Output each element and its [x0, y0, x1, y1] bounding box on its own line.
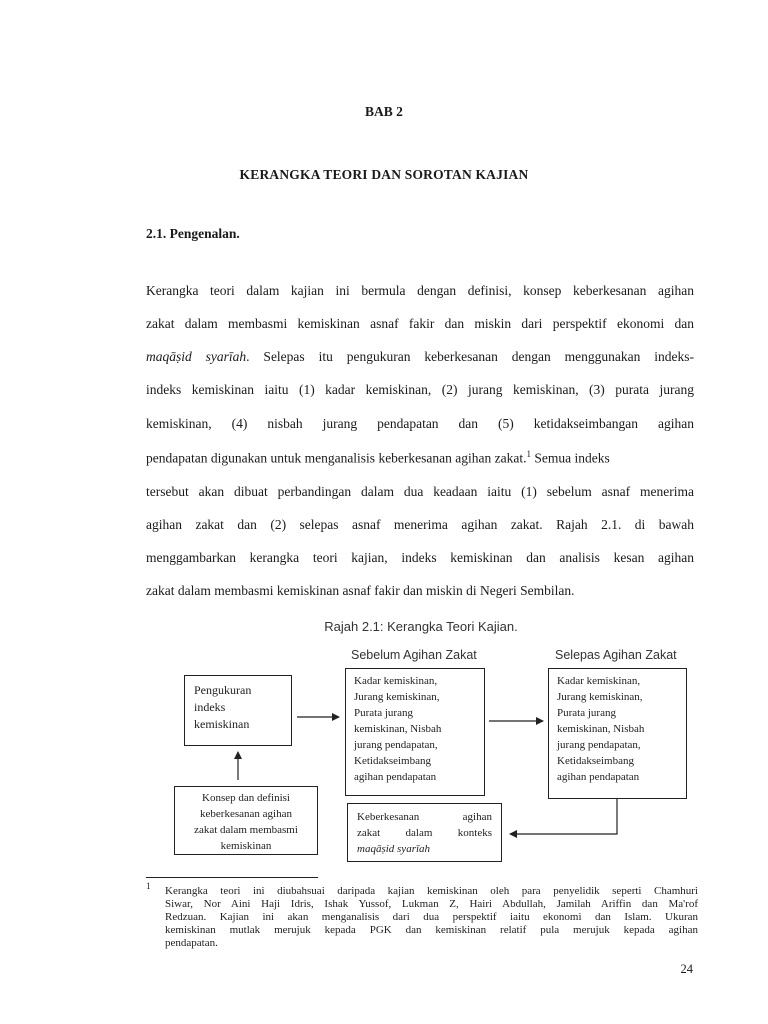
box-line: maqāṣid syarīah — [357, 843, 431, 855]
box-line: Jurang kemiskinan, — [557, 691, 643, 703]
section-heading: 2.1. Pengenalan. — [146, 226, 240, 241]
paragraph-line: kemiskinan, (4) nisbah jurang pendapatan dan (5) ketidakseimbangan agihan — [146, 416, 694, 431]
box-line: Kadar kemiskinan, — [557, 675, 641, 687]
box-line: Kadar kemiskinan, — [354, 675, 438, 687]
header-before-zakat: Sebelum Agihan Zakat — [351, 648, 477, 662]
box-line: Jurang kemiskinan, — [354, 691, 440, 703]
footnote-ref[interactable]: 1 — [526, 449, 531, 459]
box-line: jurang pendapatan, — [557, 739, 641, 751]
footnote-rule — [146, 877, 318, 878]
box-line: Purata jurang — [354, 707, 413, 719]
paragraph-text: Semua indeks — [531, 450, 610, 466]
box-line: Pengukuran — [194, 683, 252, 697]
footnote-line: Redzuan. Kajian ini akan menganalisis dari dua perspektif iaitu ekonomi dan Islam. Ukuran — [165, 911, 698, 923]
paragraph-line: tersebut akan dibuat perbandingan dalam dua keadaan iaitu (1) sebelum asnaf menerima — [146, 484, 694, 499]
box-line: zakat dalam membasmi — [194, 824, 298, 836]
box-line: kemiskinan, Nisbah — [557, 723, 645, 735]
box-line: Purata jurang — [557, 707, 616, 719]
box-line: kemiskinan — [220, 840, 272, 852]
footnote-line: Siwar, Nor Aini Haji Idris, Ishak Yussof, Lukman Z, Hairi Abdullah, Jamilah Ariffin dan Ma'rof — [165, 898, 698, 910]
box-line: Ketidakseimbang — [354, 755, 431, 767]
box-line: indeks — [194, 700, 226, 714]
paragraph-text: pendapatan digunakan untuk menganalisis keberkesanan agihan zakat. — [146, 450, 527, 466]
box-line: Konsep dan definisi — [202, 792, 290, 804]
box-line: agihan pendapatan — [354, 771, 437, 783]
figure-caption: Rajah 2.1: Kerangka Teori Kajian. — [324, 619, 518, 634]
footnote-line: pendapatan. — [165, 937, 218, 949]
box-line: Keberkesanan agihan — [357, 811, 492, 823]
box-line: zakat dalam konteks — [357, 827, 492, 839]
paragraph-line: agihan zakat dan (2) selepas asnaf menerima agihan zakat. Rajah 2.1. di bawah — [146, 517, 694, 532]
chapter-label: BAB 2 — [365, 104, 403, 119]
footnote-number: 1 — [146, 881, 151, 891]
paragraph-line: menggambarkan kerangka teori kajian, indeks kemiskinan dan analisis kesan agihan — [146, 550, 694, 565]
paragraph-text: . Selepas itu pengukuran keberkesanan dengan menggunakan indeks- — [246, 349, 694, 364]
footnote-line: kemiskinan mutlak merujuk kepada PGK dan kemiskinan relatif pula merujuk kepada agihan — [165, 924, 698, 936]
paragraph-line: zakat dalam membasmi kemiskinan asnaf fakir dan miskin di Negeri Sembilan. — [146, 583, 575, 598]
paragraph-line: Kerangka teori dalam kajian ini bermula dengan definisi, konsep keberkesanan agihan — [146, 283, 694, 298]
arrow-after-to-effectiveness — [510, 799, 617, 834]
box-line: kemiskinan, Nisbah — [354, 723, 442, 735]
box-line: keberkesanan agihan — [200, 808, 292, 820]
header-after-zakat: Selepas Agihan Zakat — [555, 648, 677, 662]
page-number: 24 — [680, 962, 693, 976]
footnote-text — [165, 885, 698, 950]
paragraph-line: zakat dalam membasmi kemiskinan asnaf fakir dan miskin dari perspektif ekonomi dan — [146, 316, 694, 331]
box-line: Ketidakseimbang — [557, 755, 634, 767]
paragraph-line: indeks kemiskinan iaitu (1) kadar kemiskinan, (2) jurang kemiskinan, (3) purata jurang — [146, 382, 694, 397]
box-line: agihan pendapatan — [557, 771, 640, 783]
chapter-title: KERANGKA TEORI DAN SOROTAN KAJIAN — [239, 167, 529, 182]
box-line: kemiskinan — [194, 717, 250, 731]
footnote-line: Kerangka teori ini diubahsuai daripada kajian kemiskinan oleh para penyelidik seperti Chamhuri — [165, 885, 698, 897]
italic-term: maqāṣid syarīah — [146, 349, 247, 364]
box-line: jurang pendapatan, — [354, 739, 438, 751]
